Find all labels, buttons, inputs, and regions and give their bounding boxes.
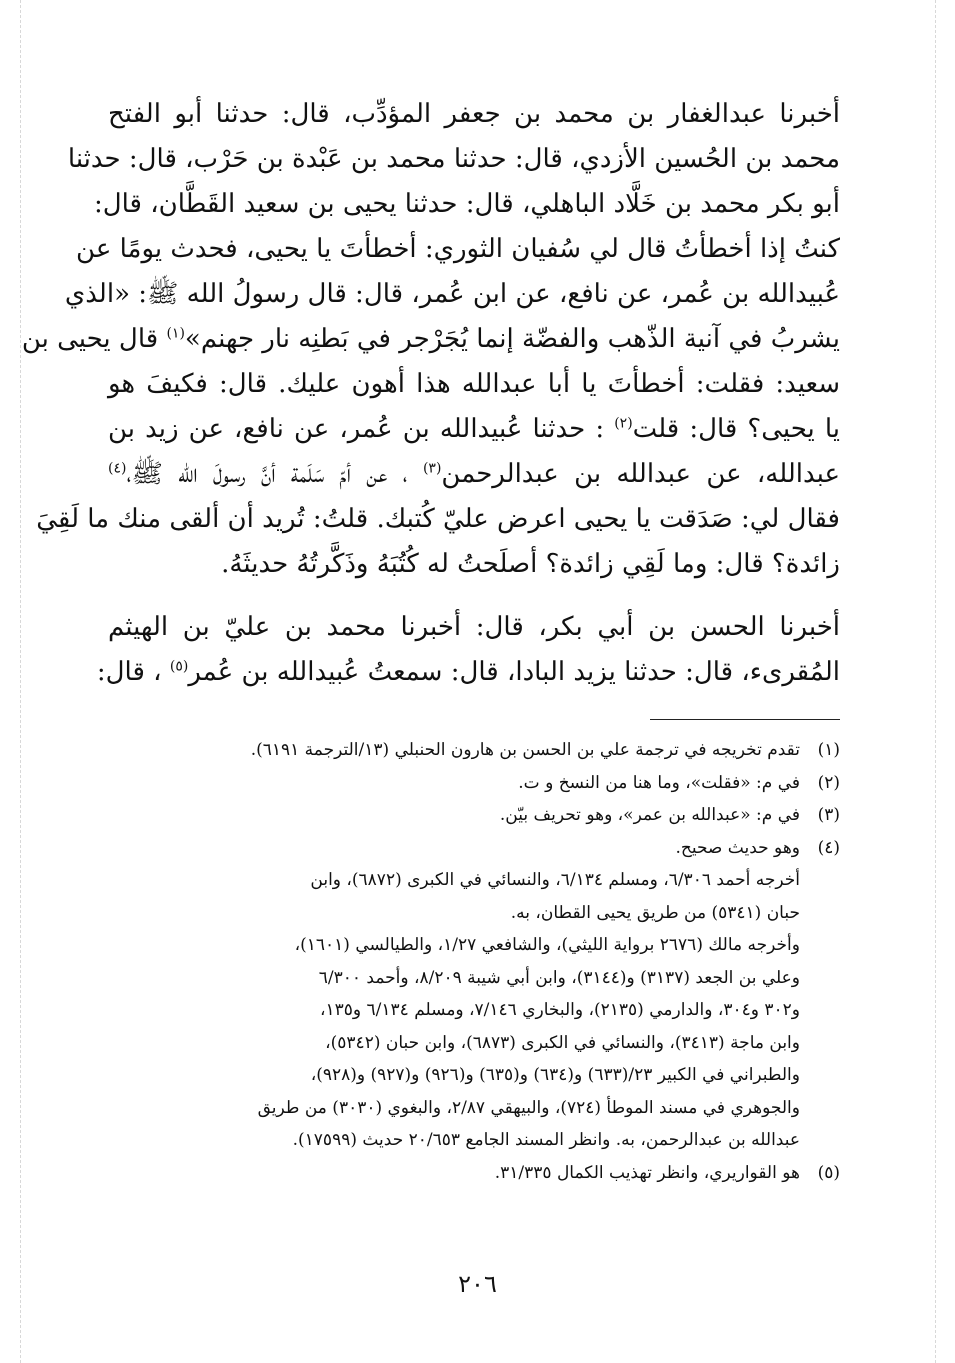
footnote-4-line: عبدالله بن عبدالرحمن، به. وانظر المسند الجامع ٢٠/٦٥٣ حديث (١٧٥٩٩).	[292, 1130, 800, 1150]
text-line: محمد بن الحُسين الأزدي، قال: حدثنا محمد بن عَبْدة بن حَرْب، قال: حدثنا	[67, 144, 840, 174]
footnote-text: هو القواريري، وانظر تهذيب الكمال ٣١/٣٣٥.	[494, 1162, 800, 1183]
footnote-ref: (٤)	[108, 460, 127, 477]
paragraph-1	[21, 92, 841, 587]
text-line: سعيد: فقلت: أخطأتَ يا أبا عبدالله هذا أهون عليك. قال: فكيفَ هو	[108, 369, 840, 399]
footnote-number: (٢)	[817, 772, 840, 793]
footnote-3	[108, 799, 840, 832]
text-line: يشربُ في آنية الذّهب والفضّة إنما يُجَرْجر في بَطنِه نار جهنم»$^{(١)}$ قال يحيى بن	[21, 324, 840, 354]
footnote-4-line: و٣٠٢ و٣٠٤، والدارمي (٢١٣٥)، والبخاري ٧/١٤٦، ومسلم ٦/١٣٤ و١٣٥،	[320, 1000, 800, 1020]
footnote-4-line: وابن ماجة (٣٤١٣)، والنسائي في الكبرى (٦٨٧٣)، وابن حبان (٥٣٤٢)،	[325, 1032, 800, 1053]
text-line: عبدالله، عن عبدالله بن عبدالرحمن$^{(٣)}$ ، عن أمّ سَلَمة أنَّ رسولَ الله ﷺ،$^{(٤)}$	[108, 459, 841, 489]
footnote-number: (٣)	[817, 805, 840, 825]
footnote-text: في م: «عبدالله بن عمر»، وهو تحريف بيّن.	[499, 805, 800, 825]
paragraph-2	[96, 605, 840, 695]
text-line: زائدة؟ قال: وما لَقِي زائدة؟ أصلَحتُ له كُتُبَهُ وذَكَّرتُهُ حديثَهُ.	[221, 549, 840, 579]
text-line: المُقرىء، قال: حدثنا يزيد البادا، قال: سمعتُ عُبيدالله بن عُمر$^{(٥)}$ ، قال:	[96, 657, 840, 687]
footnote-text: وهو حديث صحيح.	[675, 837, 800, 858]
footnote-number: (١)	[817, 740, 840, 760]
text-line: فقال لي: صَدَقت يا يحيى اعرض عليّ كُتبك. قلتُ: تُريد أن ألقى منك ما لَقِيَ	[36, 504, 840, 534]
footnote-separator	[650, 719, 840, 720]
footnote-4-line: وأخرجه مالك (٢٦٧٦ برواية الليثي)، والشافعي ١/٢٧، والطيالسي (١٦٠١)،	[294, 935, 800, 955]
page-body	[21, 92, 841, 1189]
text-line: أبو بكر محمد بن خَلَّاد الباهلي، قال: حدثنا يحيى بن سعيد القَطَّان، قال:	[93, 189, 840, 219]
footnote-4-line: والجوهري في مسند الموطأ (٧٢٤)، والبيهقي ٢/٨٧، والبغوي (٣٠٣٠) من طريق	[257, 1097, 800, 1118]
footnote-ref: (٢)	[614, 415, 633, 432]
text-line: عُبيدالله بن عُمر، عن نافع، عن ابن عُمر، قال: قال رسولُ الله ﷺ: «الذي	[64, 279, 840, 309]
footnote-ref: (٥)	[169, 658, 189, 675]
footnote-4	[108, 832, 840, 865]
footnote-ref: (١)	[166, 325, 185, 342]
text-line: أخبرنا عبدالغفار بن محمد بن جعفر المؤدِّب، قال: حدثنا أبو الفتح	[108, 99, 840, 129]
footnote-ref: (٣)	[422, 460, 442, 477]
footnote-4-line: حبان (٥٣٤١) من طريق يحيى القطان، به.	[510, 902, 800, 923]
scan-mark	[935, 0, 936, 1363]
footnote-5	[108, 1157, 840, 1190]
scan-mark	[20, 0, 21, 1363]
footnote-text: في م: «فقلت»، وما هنا من النسخ و ت.	[518, 772, 800, 793]
footnote-4-line: أخرجه أحمد ٦/٣٠٦، ومسلم ٦/١٣٤، والنسائي في الكبرى (٦٨٧٢)، وابن	[310, 870, 800, 890]
footnote-4-line: والطبراني في الكبير ٢٣/(٦٣٣) و(٦٣٤) و(٦٣٥) و(٩٢٦) و(٩٢٧) و(٩٢٨)،	[310, 1065, 800, 1085]
footnote-1	[108, 734, 840, 767]
text-line: أخبرنا الحسن بن أبي بكر، قال: أخبرنا محمد بن عليّ بن الهيثم	[108, 612, 840, 642]
footnote-number: (٥)	[817, 1162, 840, 1183]
footnote-4-line: وعلي بن الجعد (٣١٣٧) و(٣١٤٤)، وابن أبي شيبة ٨/٢٠٩، وأحمد ٦/٣٠٠	[318, 967, 800, 988]
page-number: ٢٠٦	[458, 1270, 497, 1298]
text-line: كنتُ إذا أخطأتُ قال لي سُفيان الثوري: أخطأتَ يا يحيى، فحدث يومًا عن	[76, 234, 840, 264]
footnote-2	[108, 767, 840, 800]
footnote-number: (٤)	[817, 837, 840, 858]
footnotes	[108, 734, 840, 1189]
footnote-text: تقدم تخريجه في ترجمة علي بن الحسن بن هارون الحنبلي (١٣/الترجمة ٦١٩١).	[250, 740, 800, 760]
text-line: يا يحيى؟ قال: قلت$^{(٢)}$ : حدثنا عُبيدالله بن عُمر، عن نافع، عن زيد بن	[108, 414, 841, 444]
